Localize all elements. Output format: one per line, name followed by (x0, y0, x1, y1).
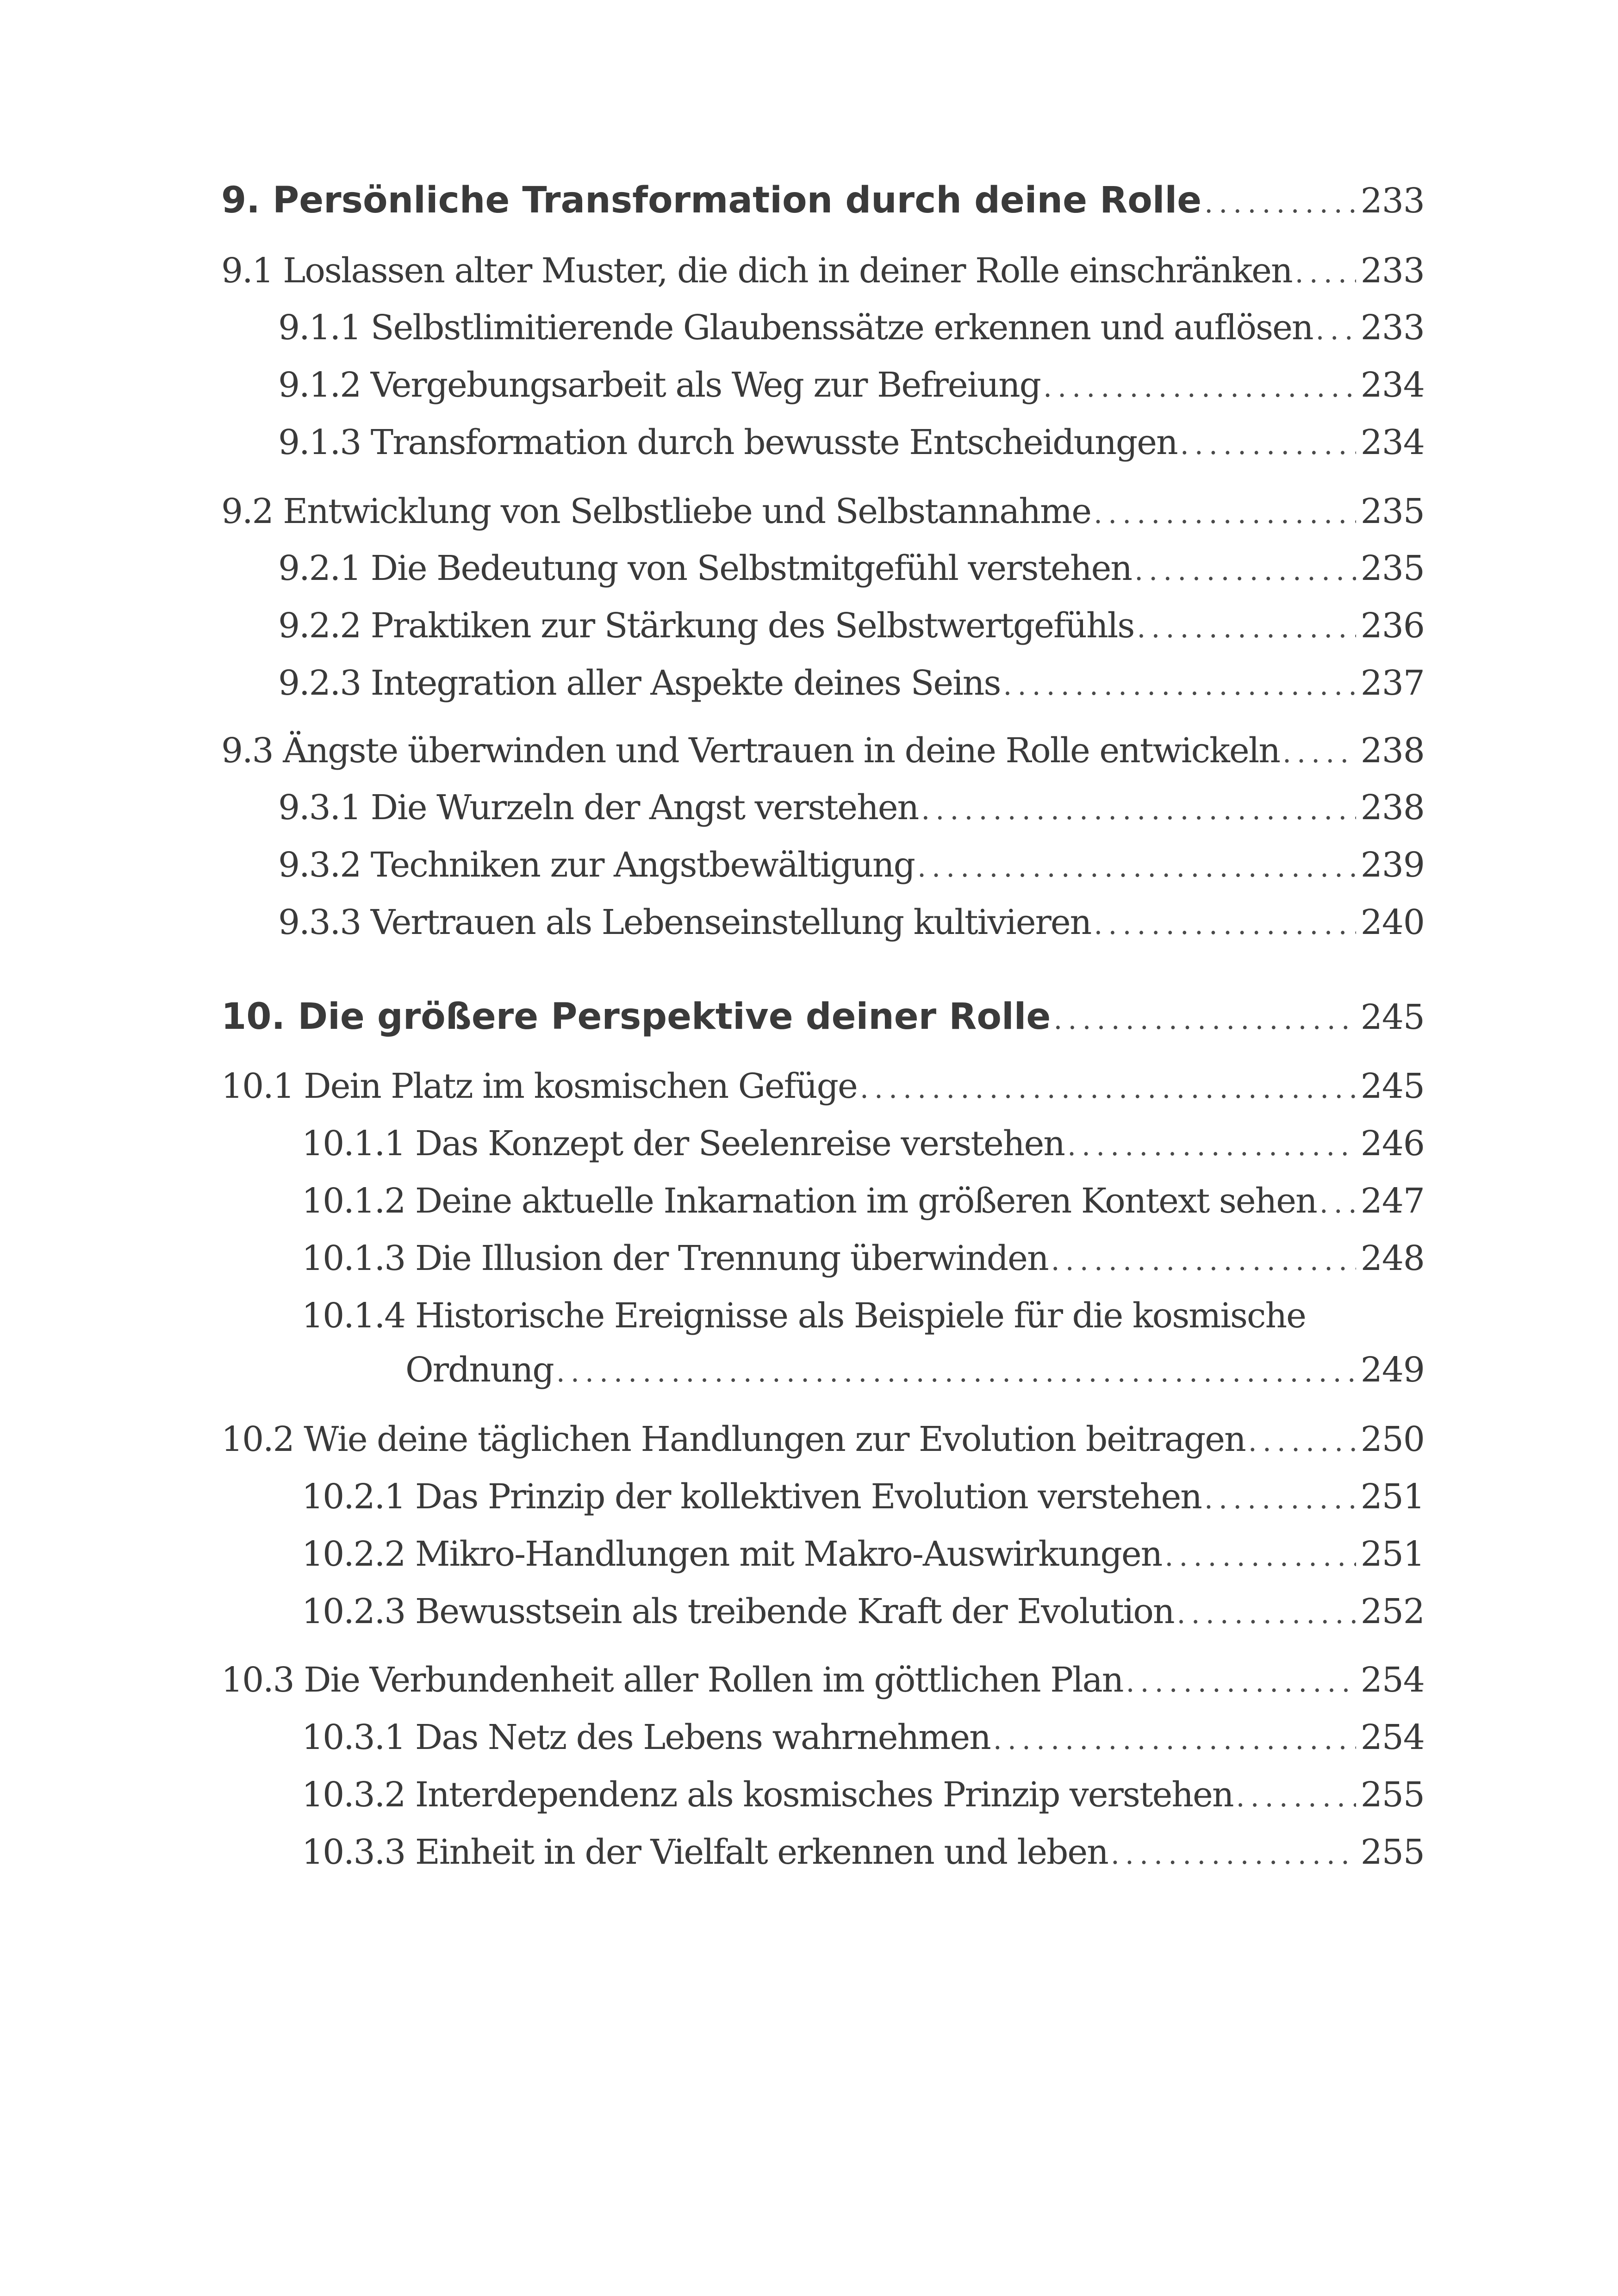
toc-page-number: 234 (1360, 365, 1425, 405)
toc-entry-title: 10.1 Dein Platz im kosmischen Gefüge (221, 1066, 857, 1106)
toc-page-number: 251 (1360, 1534, 1425, 1574)
dot-leader (1319, 1178, 1356, 1229)
dot-leader (1204, 178, 1356, 229)
toc-entry-title: 9.1.1 Selbstlimitierende Glaubenssätze erkennen und auflösen (278, 308, 1313, 348)
toc-page-number: 250 (1360, 1419, 1425, 1459)
dot-leader (1248, 1416, 1356, 1467)
toc-page-number: 255 (1360, 1832, 1425, 1872)
toc-page-number: 245 (1360, 997, 1425, 1037)
dot-leader (1126, 1657, 1356, 1708)
toc-subsection-9-3-3[interactable] (221, 897, 1425, 948)
toc-page-number: 252 (1360, 1592, 1425, 1631)
toc-page-number: 240 (1360, 902, 1425, 942)
toc-entry-title: 10.1.2 Deine aktuelle Inkarnation im größeren Kontext sehen (302, 1181, 1317, 1221)
toc-subsection-9-3-1[interactable] (221, 782, 1425, 833)
toc-entry-title: 9.3.2 Techniken zur Angstbewältigung (278, 845, 915, 885)
toc-entry-title: 9.1.2 Vergebungsarbeit als Weg zur Befreiung (278, 365, 1041, 405)
dot-leader (993, 1714, 1356, 1765)
dot-leader (1053, 994, 1356, 1045)
toc-page-number: 235 (1360, 492, 1425, 531)
dot-leader (1282, 728, 1356, 778)
toc-entry-title: 10.1.1 Das Konzept der Seelenreise verstehen (302, 1124, 1064, 1164)
toc-page-number: 233 (1360, 181, 1425, 221)
dot-leader (1067, 1120, 1356, 1171)
toc-page-number: 238 (1360, 788, 1425, 828)
toc-page-number: 248 (1360, 1238, 1425, 1278)
toc-page-number: 233 (1360, 308, 1425, 348)
dot-leader (1003, 660, 1356, 711)
toc-subsection-9-2-1[interactable] (221, 543, 1425, 594)
dot-leader (921, 784, 1356, 835)
toc-page-number: 237 (1360, 663, 1425, 703)
dot-leader (1043, 362, 1356, 413)
toc-section-10-2[interactable] (221, 1414, 1425, 1465)
toc-page-number: 254 (1360, 1660, 1425, 1700)
toc-subsection-10-1-4[interactable] (221, 1290, 1425, 1341)
dot-leader (917, 842, 1356, 893)
toc-entry-title: 9. Persönliche Transformation durch deine Rolle (221, 180, 1202, 221)
toc-entry-title: 9.1 Loslassen alter Muster, die dich in deiner Rolle einschränken (221, 251, 1292, 291)
toc-subsection-10-3-1[interactable] (221, 1712, 1425, 1763)
toc-entry-title: 10.2.2 Mikro-Handlungen mit Makro-Auswirkungen (302, 1534, 1162, 1574)
toc-page-number: 245 (1360, 1066, 1425, 1106)
toc-page-number: 246 (1360, 1124, 1425, 1164)
toc-subsection-9-1-2[interactable] (221, 360, 1425, 411)
dot-leader (1137, 603, 1356, 653)
toc-page-number: 249 (1360, 1350, 1425, 1390)
dot-leader (1295, 248, 1356, 299)
toc-entry-title: 10.2.1 Das Prinzip der kollektiven Evolution verstehen (302, 1477, 1201, 1517)
toc-entry-title: 10.1.3 Die Illusion der Trennung überwinden (302, 1238, 1048, 1278)
toc-section-9-1[interactable] (221, 245, 1425, 296)
toc-page-number: 236 (1360, 606, 1425, 646)
toc-entry-title: 10.2.3 Bewusstsein als treibende Kraft der Evolution (302, 1592, 1174, 1631)
toc-subsection-10-1-3[interactable] (221, 1233, 1425, 1284)
toc-subsection-10-1-1[interactable] (221, 1118, 1425, 1169)
dot-leader (1316, 305, 1356, 355)
toc-entry-title: 9.1.3 Transformation durch bewusste Entscheidungen (278, 423, 1177, 462)
toc-entry-title: 9.2.1 Die Bedeutung von Selbstmitgefühl verstehen (278, 548, 1132, 588)
dot-leader (1204, 1474, 1356, 1524)
toc-subsection-9-2-3[interactable] (221, 658, 1425, 709)
toc-page-number: 255 (1360, 1775, 1425, 1815)
dot-leader (1164, 1531, 1356, 1582)
toc-section-10-3[interactable] (221, 1655, 1425, 1705)
toc-section-9-3[interactable] (221, 725, 1425, 776)
toc-page-number: 239 (1360, 845, 1425, 885)
toc-entry-title: 9.2.3 Integration aller Aspekte deines Seins (278, 663, 1001, 703)
dot-leader (1051, 1235, 1356, 1286)
dot-leader (556, 1347, 1356, 1398)
dot-leader (860, 1063, 1356, 1114)
toc-section-10-1[interactable] (221, 1061, 1425, 1112)
toc-chapter-10[interactable] (221, 991, 1425, 1042)
toc-subsection-10-1-2[interactable] (221, 1176, 1425, 1226)
toc-entry-title: 9.2 Entwicklung von Selbstliebe und Selbstannahme (221, 492, 1091, 531)
toc-subsection-9-1-1[interactable] (221, 302, 1425, 353)
toc-entry-title: 10.3.2 Interdependenz als kosmisches Prinzip verstehen (302, 1775, 1233, 1815)
toc-page-number: 247 (1360, 1181, 1425, 1221)
toc-entry-title: 9.3 Ängste überwinden und Vertrauen in deine Rolle entwickeln (221, 731, 1280, 771)
dot-leader (1180, 419, 1356, 470)
toc-subsection-10-1-4-continued[interactable] (221, 1344, 1425, 1395)
toc-entry-title-continued: Ordnung (405, 1350, 554, 1390)
toc-subsection-10-2-2[interactable] (221, 1529, 1425, 1580)
dot-leader (1111, 1829, 1356, 1880)
toc-subsection-10-3-3[interactable] (221, 1827, 1425, 1878)
toc-subsection-10-3-2[interactable] (221, 1769, 1425, 1820)
toc-entry-title: 10.3 Die Verbundenheit aller Rollen im göttlichen Plan (221, 1660, 1123, 1700)
toc-entry-title: 10.3.3 Einheit in der Vielfalt erkennen und leben (302, 1832, 1108, 1872)
toc-subsection-10-2-3[interactable] (221, 1586, 1425, 1637)
toc-subsection-9-3-2[interactable] (221, 840, 1425, 890)
toc-entry-title: 9.3.3 Vertrauen als Lebenseinstellung kultivieren (278, 902, 1091, 942)
toc-subsection-10-2-1[interactable] (221, 1471, 1425, 1522)
dot-leader (1236, 1772, 1356, 1823)
toc-page-number: 235 (1360, 548, 1425, 588)
toc-section-9-2[interactable] (221, 486, 1425, 537)
toc-page-number: 254 (1360, 1717, 1425, 1757)
dot-leader (1094, 488, 1356, 539)
toc-entry-title: 9.3.1 Die Wurzeln der Angst verstehen (278, 788, 919, 828)
dot-leader (1134, 545, 1356, 596)
toc-entry-title: 10.1.4 Historische Ereignisse als Beispiele für die kosmische (302, 1296, 1306, 1336)
toc-entry-title: 10. Die größere Perspektive deiner Rolle (221, 996, 1051, 1038)
dot-leader (1094, 899, 1356, 950)
toc-page-number: 238 (1360, 731, 1425, 771)
toc-subsection-9-1-3[interactable] (221, 417, 1425, 468)
toc-chapter-9[interactable] (221, 175, 1425, 226)
toc-entry-title: 10.3.1 Das Netz des Lebens wahrnehmen (302, 1717, 990, 1757)
toc-entry-title: 9.2.2 Praktiken zur Stärkung des Selbstwertgefühls (278, 606, 1134, 646)
toc-entry-title: 10.2 Wie deine täglichen Handlungen zur Evolution beitragen (221, 1419, 1245, 1459)
toc-subsection-9-2-2[interactable] (221, 600, 1425, 651)
toc-page-number: 251 (1360, 1477, 1425, 1517)
toc-page-number: 234 (1360, 423, 1425, 462)
dot-leader (1177, 1588, 1356, 1639)
toc-page-number: 233 (1360, 251, 1425, 291)
